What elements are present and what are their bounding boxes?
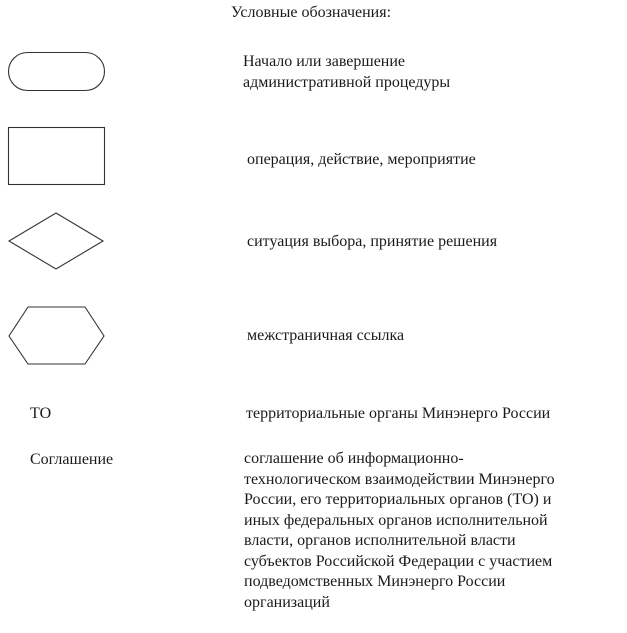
- abbreviation-desc-agreement: [244, 449, 555, 613]
- legend-title: Условные обозначения:: [231, 4, 392, 21]
- abbreviation-term-agreement: Соглашение: [30, 451, 114, 468]
- desc-line: власти, органов исполнительной власти: [244, 532, 516, 549]
- desc-line: иных федеральных органов исполнительной: [244, 511, 548, 529]
- legend-desc-line: административной процедуры: [243, 74, 451, 91]
- desc-line: России, его территориальных органов (ТО) и: [244, 491, 552, 508]
- desc-line: технологическом взаимодействии Минэнерго: [244, 470, 555, 488]
- legend-desc-process: операция, действие, мероприятие: [247, 151, 476, 168]
- desc-line: подведомственных Минэнерго России: [244, 573, 506, 590]
- abbreviation-term-to: ТО: [30, 405, 52, 422]
- legend-desc-line: Начало или завершение: [243, 53, 406, 70]
- legend-desc-terminator: [243, 51, 450, 93]
- legend-desc-decision: ситуация выбора, принятие решения: [247, 233, 498, 250]
- desc-line: субъектов Российской Федерации с участием: [244, 552, 553, 570]
- offpage-connector-shape-icon: [0, 0, 120, 380]
- abbreviation-desc-to: территориальные органы Минэнерго России: [246, 405, 551, 422]
- legend-desc-offpage: межстраничная ссылка: [247, 327, 405, 344]
- desc-line: организаций: [244, 593, 330, 611]
- desc-line: соглашение об информационно-: [244, 450, 464, 467]
